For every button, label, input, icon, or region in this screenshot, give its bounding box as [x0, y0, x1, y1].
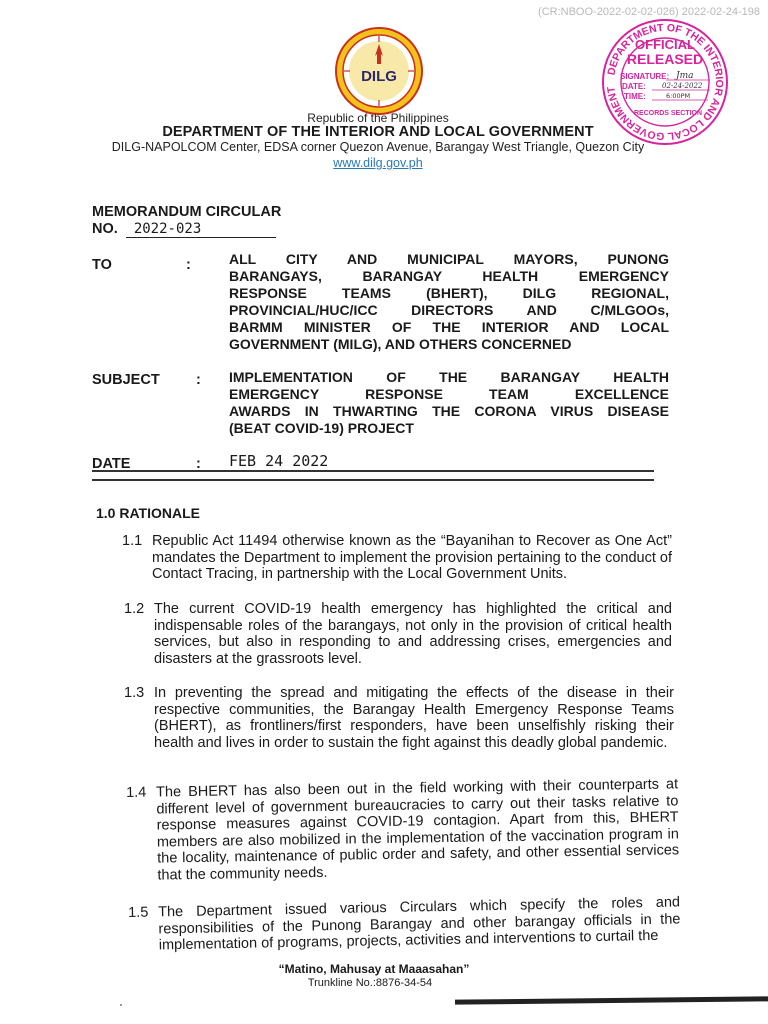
- seal-text: DILG: [361, 68, 397, 85]
- subject-line: IMPLEMENTATION OF THE BARANGAY HEALTH: [229, 369, 669, 385]
- item-number: 1.4: [126, 784, 147, 801]
- memo-date: FEB 24 2022: [229, 452, 329, 470]
- subject-line: EMERGENCY RESPONSE TEAM EXCELLENCE: [229, 386, 669, 402]
- stamp-released: RELEASED: [626, 51, 704, 67]
- stamp-time-value: 6:00PM: [666, 92, 691, 100]
- to-recipients: [229, 251, 669, 353]
- website-link[interactable]: www.dilg.gov.ph: [333, 156, 423, 170]
- item-text: The BHERT has also been out in the field working with their counterparts at different level of government bureaucracies to carry out their tasks relative to response measures against COVID-19 contagion. Apart from this, BHERT members are also mobilized in the implementation of the vaccination program in the locality, maintenance of public order and safety, and other essential services that the community needs.: [155, 776, 680, 884]
- to-line: GOVERNMENT (MILG), AND OTHERS CONCERNED: [229, 336, 572, 352]
- stamp-signature-value: Jma: [676, 71, 694, 81]
- republic-line: Republic of the Philippines: [307, 111, 449, 125]
- footer-trunkline: Trunkline No.:8876-34-54: [307, 977, 433, 989]
- memo-number-label: NO.: [92, 221, 118, 237]
- date-label: DATE: [92, 456, 131, 472]
- dilg-seal-logo: [334, 26, 424, 116]
- rationale-item: [124, 601, 672, 667]
- stamp-date-value: 02-24-2022: [662, 82, 703, 90]
- item-text: The Department issued various Circulars which specify the roles and responsibilities of the Punong Barangay and other barangay officials in the implementation of programs, projects, activities and interventions to curtail the: [157, 894, 681, 954]
- stamp-signature-label: SIGNATURE:: [620, 72, 670, 81]
- to-line: RESPONSE TEAMS (BHERT), DILG REGIONAL,: [229, 285, 669, 301]
- item-text: The current COVID-19 health emergency has highlighted the critical and indispensable roles of the barangays, not only in the provision of critical health services, but also in responding to and addressing crises, emergencies and disasters at the grassroots level.: [154, 601, 672, 667]
- to-line: BARANGAYS, BARANGAY HEALTH EMERGENCY: [229, 268, 669, 284]
- memo-title: MEMORANDUM CIRCULAR: [92, 204, 282, 220]
- subject-line: (BEAT COVID-19) PROJECT: [229, 420, 414, 436]
- to-label: TO: [92, 257, 112, 273]
- rationale-item: [126, 776, 680, 885]
- subject-label: SUBJECT: [92, 372, 160, 388]
- subject-line: AWARDS IN THWARTING THE CORONA VIRUS DISEASE: [229, 403, 669, 419]
- item-text: Republic Act 11494 otherwise known as the “Bayanihan to Recover as One Act” mandates the Department to implement the provision pertaining to the conduct of Contact Tracing, in partnership with the Local Government Units.: [152, 533, 672, 582]
- rationale-item: [124, 685, 674, 769]
- footer-motto: “Matino, Mahusay at Maaasahan”: [278, 962, 470, 976]
- to-line: BARMM MINISTER OF THE INTERIOR AND LOCAL: [229, 319, 669, 335]
- item-number: 1.3: [124, 685, 145, 701]
- department-address: DILG-NAPOLCOM Center, EDSA corner Quezon Avenue, Barangay West Triangle, Quezon City: [111, 140, 645, 154]
- stamp-official: OFFICIAL: [635, 37, 695, 52]
- memo-number-row: [92, 221, 276, 238]
- memo-number: 2022-023: [126, 221, 276, 238]
- item-number: 1.1: [122, 533, 143, 549]
- to-colon: :: [186, 257, 191, 273]
- subject-text: [229, 369, 669, 437]
- item-number: 1.2: [124, 601, 145, 617]
- scan-speck: [120, 1004, 122, 1006]
- rationale-heading: 1.0 RATIONALE: [96, 505, 200, 521]
- stamp-section: RECORDS SECTION: [633, 110, 703, 117]
- to-line: PROVINCIAL/HUC/ICC DIRECTORS AND C/MLGOOs,: [229, 302, 669, 318]
- reference-code: (CR:NBOO-2022-02-02-026) 2022-02-24-198: [538, 6, 760, 18]
- stamp-date-label: DATE:: [622, 82, 646, 91]
- department-name: DEPARTMENT OF THE INTERIOR AND LOCAL GOVERNMENT: [162, 124, 594, 140]
- date-colon: :: [196, 456, 201, 472]
- header-divider: [92, 470, 654, 481]
- stamp-time-label: TIME:: [624, 92, 646, 101]
- scan-edge-line: [455, 996, 768, 1004]
- item-text: In preventing the spread and mitigating the effects of the disease in their respective communities, the Barangay Health Emergency Response Teams (BHERT), as frontliners/first responders, have been unselfishly risking their health and lives in order to sustain the fight against this deadly global pandemic.: [154, 685, 674, 751]
- stamp-ring-text: DEPARTMENT OF THE INTERIOR AND LOCAL GOVERNMENT: [605, 21, 726, 143]
- rationale-item: [122, 533, 672, 583]
- item-number: 1.5: [128, 904, 149, 921]
- subject-colon: :: [196, 372, 201, 388]
- rationale-item: [128, 894, 681, 957]
- to-line: ALL CITY AND MUNICIPAL MAYORS, PUNONG: [229, 251, 669, 267]
